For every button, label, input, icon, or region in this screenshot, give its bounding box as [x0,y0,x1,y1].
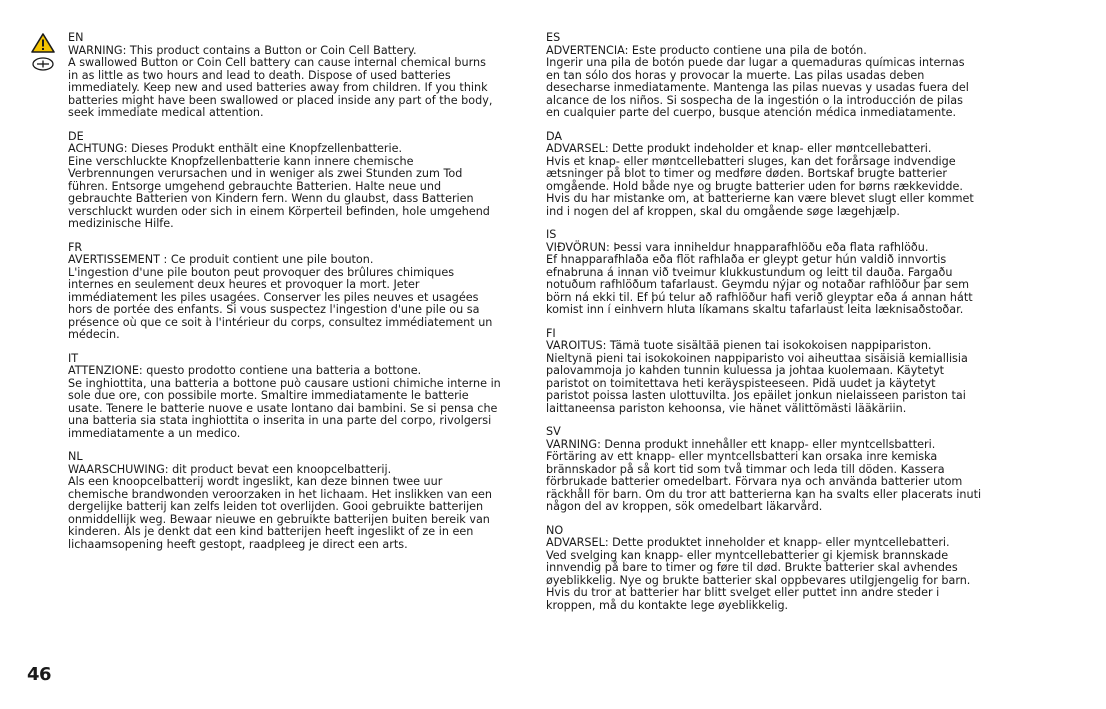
section-sv [546,426,1006,514]
language-code: FR [68,240,83,254]
page-number: 46 [27,664,52,685]
section-it [68,353,528,441]
section-nl [68,451,528,551]
language-code: IT [68,351,79,365]
warning-heading: ADVARSEL: Dette produkt indeholder et knap- eller møntcellebatteri. [546,142,932,155]
warning-heading: WAARSCHUWING: dit product bevat een knoopcelbatterij. [68,462,392,476]
language-code: EN [68,31,84,44]
warning-heading: ATTENZIONE: questo prodotto contiene una batteria a bottone. [68,364,422,377]
coin-battery-icon [31,57,55,71]
warning-heading: VAROITUS: Tämä tuote sisältää pienen tai isokokoisen nappipariston. [546,339,932,352]
warning-body: Nieltynä pieni tai isokokoinen nappiparisto voi aiheuttaa sisäisiä kemiallisia palovammoja jo kahden tunnin kuluessa ja johtaa kuolemaan. Käytetyt paristot on toimitettava heti keräyspisteeseen. Pidä uudet ja käytetyt paristot poissa lasten ulottuvilta. Jos epäilet jonkun nielaisseen pariston tai laittaneensa pariston kehoonsa, vie hänet välittömästi lääkäriin. [546,351,968,415]
section-da [546,131,1006,219]
warning-body: Eine verschluckte Knopfzellenbatterie kann innere chemische Verbrennungen verursachen und in weniger als zwei Stunden zum Tod führen. Entsorge umgehend gebrauchte Batterien. Halte neue und gebrauchte Batterien von Kindern fern. Wenn du glaubst, dass Batterien verschluckt wurden oder sich in einem Körperteil befinden, hole umgehend medizinische Hilfe. [68,154,490,230]
warning-body: Ingerir una pila de botón puede dar lugar a quemaduras químicas internas en tan sólo dos horas y provocar la muerte. Las pilas usadas deben desecharse inmediatamente. Mantenga las pilas nuevas y usadas fuera del alcance de los niños. Si sospecha de la ingestión o la introducción de pilas en cualquier parte del cuerpo, busque atención médica inmediatamente. [546,56,969,119]
language-code: DA [546,129,563,143]
warning-body: Ved svelging kan knapp- eller myntcellebatterier gi kjemisk brannskade innvendig på bare to timer og føre til død. Brukte batterier skal avhendes øyeblikkelig. Nye og brukte batterier skal oppbevares utilgjengelig for barn. Hvis du tror at batterier har blitt svelget eller puttet inn andre steder i kroppen, må du kontakte lege øyeblikkelig. [546,548,971,612]
warning-body: Se inghiottita, una batteria a bottone può causare ustioni chimiche interne in sole due ore, con possibile morte. Smaltire immediatamente le batterie usate. Tenere le batterie nuove e usate lontano dai bambini. Se si pensa che una batteria sia stata inghiottita o inserita in una parte del corpo, rivolgersi immediatamente a un medico. [68,376,501,440]
section-de [68,131,528,231]
language-code: FI [546,326,556,340]
warning-heading: WARNING: This product contains a Button or Coin Cell Battery. [68,43,417,57]
left-column [68,32,528,562]
warning-body: L'ingestion d'une pile bouton peut provoquer des brûlures chimiques internes en seulement deux heures et provoquer la mort. Jeter immédiatement les piles usagées. Conserver les piles neuves et usagées hors de portée des enfants. Si vous suspectez l'ingestion d'une pile ou sa présence où que ce soit à l'intérieur du corps, consultez immédiatement un médecin. [68,265,493,341]
warning-heading: VIÐVÖRUN: Þessi vara inniheldur hnapparafhlöðu eða flata rafhlöðu. [546,240,929,254]
section-en [68,32,528,120]
right-column [546,32,1006,623]
language-code: IS [546,228,557,241]
language-code: DE [68,129,84,143]
section-is [546,229,1006,317]
language-code: NL [68,450,83,463]
warning-body: A swallowed Button or Coin Cell battery can cause internal chemical burns in as little as two hours and lead to death. Dispose of used batteries immediately. Keep new and used batteries away from children. If you think batteries might have been swallowed or placed inside any part of the body, seek immediate medical attention. [68,56,493,119]
warning-body: Hvis et knap- eller møntcellebatteri sluges, kan det forårsage indvendige ætsninger på blot to timer og medføre døden. Bortskaf brugte batterier omgående. Hold både nye og brugte batterier uden for børns rækkevidde. Hvis du har mistanke om, at batterierne kan være blevet slugt eller kommet ind i nogen del af kroppen, skal du omgående søge lægehjælp. [546,154,974,218]
section-fi [546,328,1006,416]
warning-heading: ADVERTENCIA: Este producto contiene una pila de botón. [546,43,867,57]
warning-triangle-icon [31,33,55,53]
section-no [546,525,1006,613]
warning-body: Ef hnapparafhlaða eða flöt rafhlaða er gleypt getur hún valdið innvortis efnabruna á innan við tveimur klukkustundum og leitt til dauða. Fargaðu notuðum rafhlöðum tafarlaust. Geymdu nýjar og notaðar rafhlöður þar sem börn ná ekki til. Ef þú telur að rafhlöður hafi verið gleyptar eða á annan hátt komist inn í einhvern hluta líkamans skaltu tafarlaust leita læknisaðstoðar. [546,253,973,316]
warning-body: Förtäring av ett knapp- eller myntcellsbatteri kan orsaka inre kemiska brännskador på så kort tid som två timmar och leda till döden. Kassera förbrukade batterier omedelbart. Förvara nya och använda batterier utom räckhåll för barn. Om du tror att batterierna kan ha svalts eller placerats inuti någon del av kroppen, sök omedelbart läkarvård. [546,450,982,513]
warning-heading: AVERTISSEMENT : Ce produit contient une pile bouton. [68,253,374,266]
section-fr [68,242,528,342]
warning-heading: ADVARSEL: Dette produktet inneholder et knapp- eller myntcellebatteri. [546,536,950,549]
language-code: SV [546,425,561,438]
language-code: ES [546,31,561,44]
warning-body: Als een knoopcelbatterij wordt ingeslikt, kan deze binnen twee uur chemische brandwonden veroorzaken in het lichaam. Het inslikken van een dergelijke batterij kan zelfs leiden tot overlijden. Gooi gebruikte batterijen onmiddellijk weg. Bewaar nieuwe en gebruikte batterijen buiten bereik van kinderen. Als je denkt dat een kind batterijen heeft ingeslikt of ze in een lichaamsopening heeft gestopt, raadpleeg je direct een arts. [68,475,492,551]
warning-icons [31,33,55,71]
warning-heading: VARNING: Denna produkt innehåller ett knapp- eller myntcellsbatteri. [546,437,936,451]
warning-heading: ACHTUNG: Dieses Produkt enthält eine Knopfzellenbatterie. [68,142,403,155]
section-es [546,32,1006,120]
language-code: NO [546,523,564,537]
